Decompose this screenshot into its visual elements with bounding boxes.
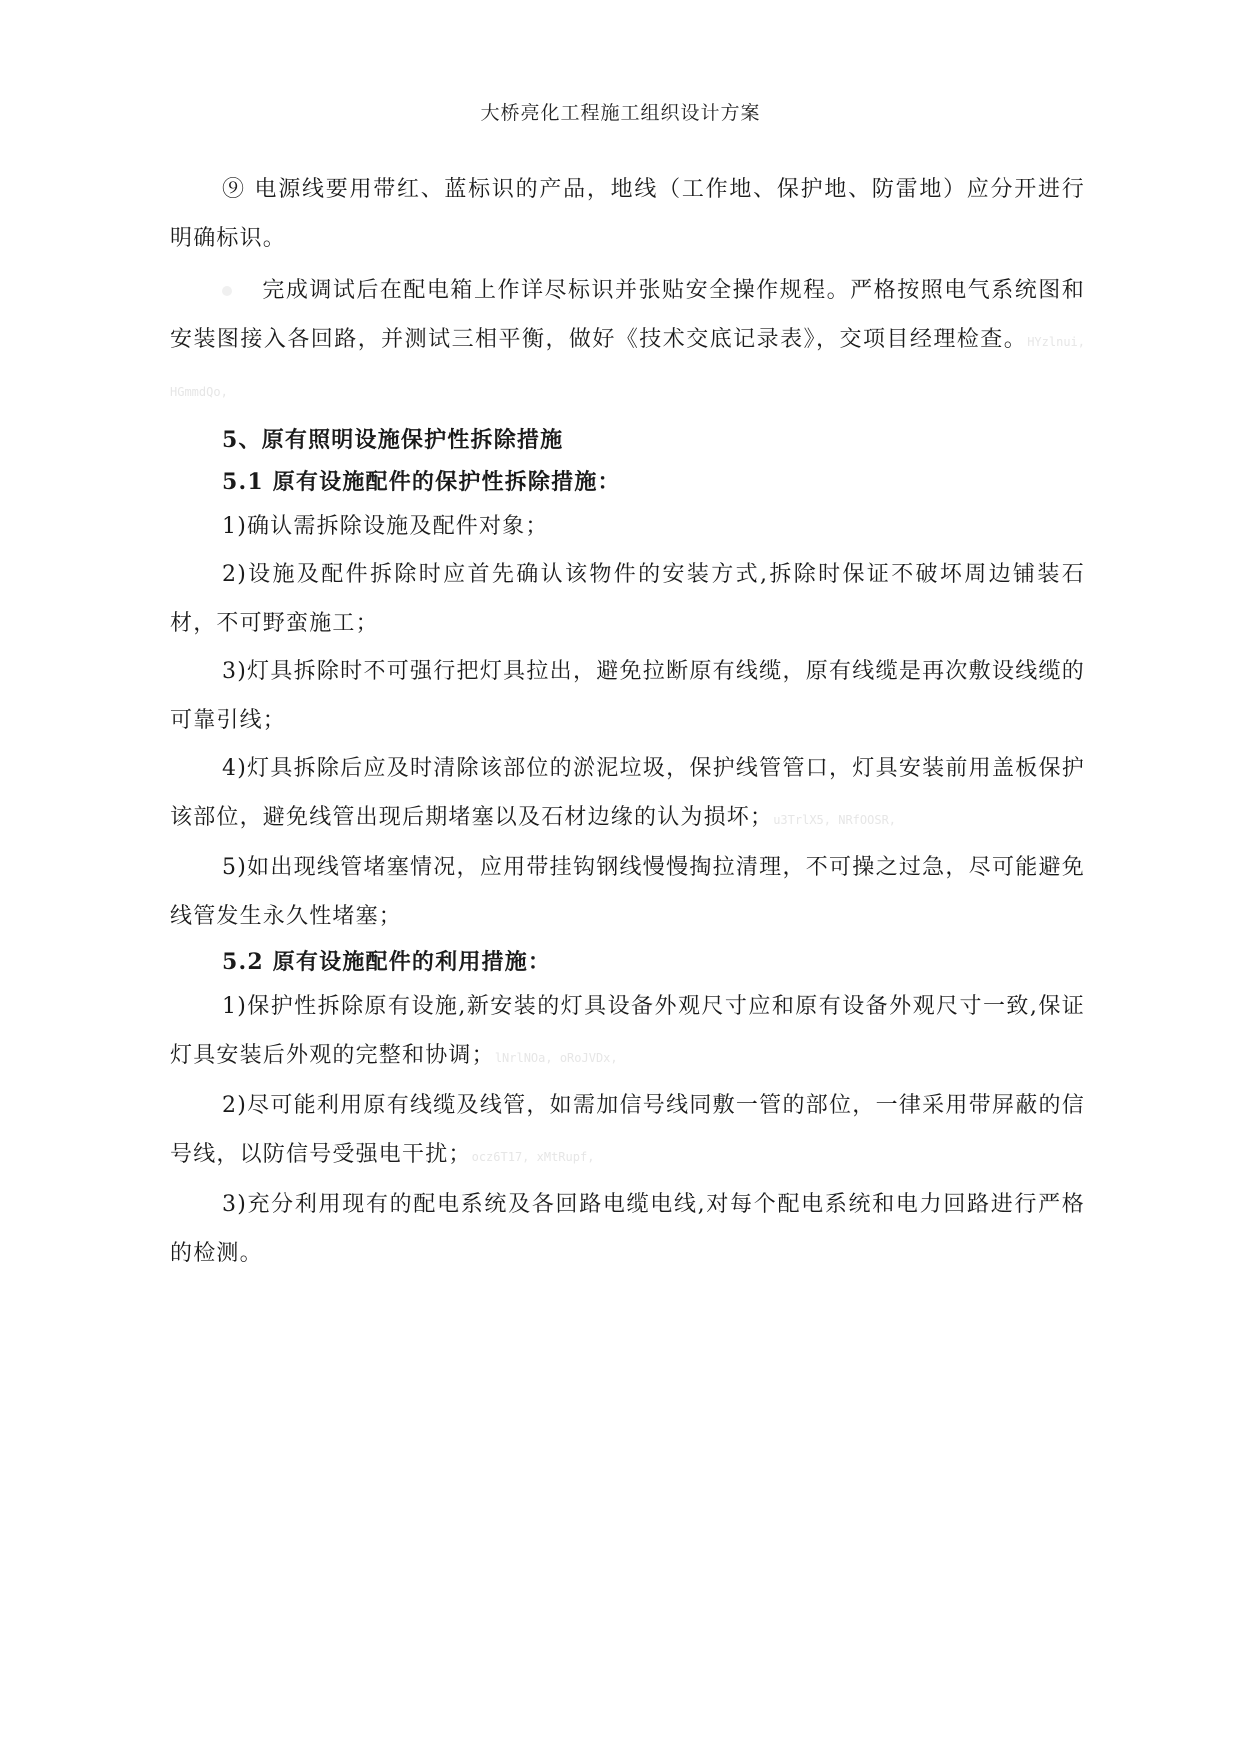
document-body [170,166,1085,1278]
paragraph-power-line-marking: ⑨ 电源线要用带红、蓝标识的产品，地线（工作地、保护地、防雷地）应分开进行明确标识。 [170,177,1085,251]
list-item-5-1-2: 2)设施及配件拆除时应首先确认该物件的安装方式,拆除时保证不破坏周边铺装石材，不可野蛮施工； [170,562,1085,636]
list-item-5-2-1-text: 1)保护性拆除原有设施,新安装的灯具设备外观尺寸应和原有设备外观尺寸一致,保证灯具安装后外观的完整和协调； [170,994,1085,1068]
list-item-5-1-1: 1)确认需拆除设施及配件对象； [222,513,549,539]
section-heading-5: 5、原有照明设施保护性拆除措施 [222,426,564,453]
section-heading-5-1: 5.1 原有设施配件的保护性拆除措施： [222,468,621,495]
list-item-5-1-4 [170,745,1085,844]
list-item-5-2-2 [170,1082,1085,1181]
watermark-code: HYzlnui, HGmmdQo, [170,334,1085,399]
paragraph-debug-labeling [170,267,1085,417]
list-item-5-1-4-text: 4)灯具拆除后应及时清除该部位的淤泥垃圾，保护线管管口，灯具安装前用盖板保护该部位，避免线管出现后期堵塞以及石材边缘的认为损坏； [170,756,1085,830]
section-heading-5-2: 5.2 原有设施配件的利用措施： [222,949,552,975]
watermark-code: u3TrlX5, NRfOOSR, [773,812,897,827]
page-header-title: 大桥亮化工程施工组织设计方案 [480,102,761,124]
list-item-5-2-1 [170,983,1085,1082]
list-item-5-1-3: 3)灯具拆除时不可强行把灯具拉出，避免拉断原有线缆，原有线缆是再次敷设线缆的可靠引线； [170,659,1085,733]
list-item-5-2-3: 3)充分利用现有的配电系统及各回路电缆电线,对每个配电系统和电力回路进行严格的检测。 [170,1192,1085,1266]
list-item-5-1-5: 5)如出现线管堵塞情况，应用带挂钩钢线慢慢掏拉清理，不可操之过急，尽可能避免线管发生永久性堵塞； [170,855,1085,929]
faint-bullet-icon [222,286,232,296]
list-item-5-2-2-text: 2)尽可能利用原有线缆及线管，如需加信号线同敷一管的部位，一律采用带屏蔽的信号线，以防信号受强电干扰； [170,1093,1085,1167]
paragraph-debug-labeling-text: 完成调试后在配电箱上作详尽标识并张贴安全操作规程。严格按照电气系统图和安装图接入各回路，并测试三相平衡，做好《技术交底记录表》，交项目经理检查。 [170,278,1085,352]
watermark-code: ocz6T17, xMtRupf, [471,1149,595,1164]
watermark-code: lNrlNOa, oRoJVDx, [494,1050,618,1065]
